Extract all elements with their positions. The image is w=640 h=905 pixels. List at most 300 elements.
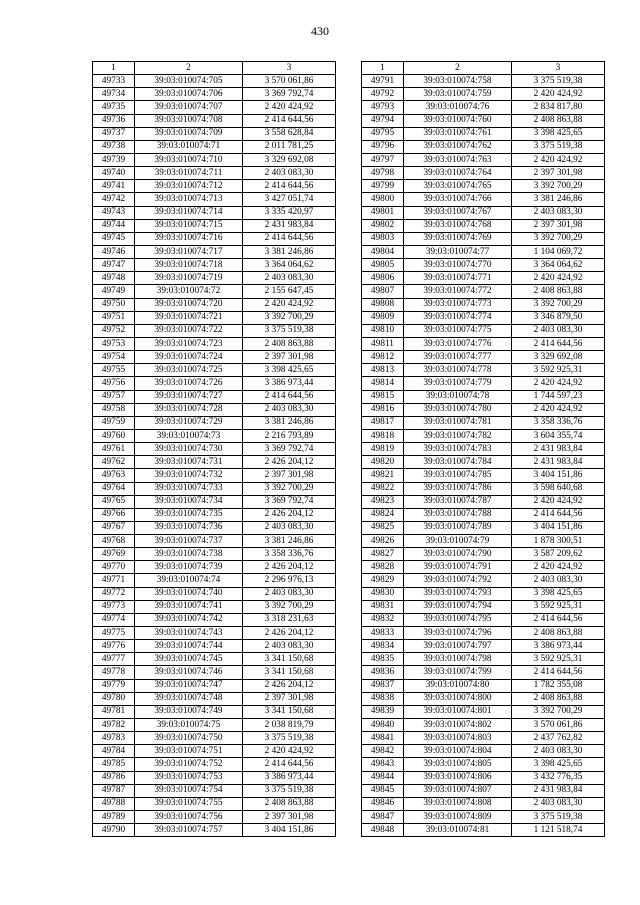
cell-number: 49803 bbox=[362, 232, 404, 245]
cell-number: 49789 bbox=[93, 811, 135, 824]
cell-value: 3 570 061,86 bbox=[243, 75, 336, 88]
table-row bbox=[93, 377, 336, 390]
table-row bbox=[362, 666, 605, 679]
table-row bbox=[362, 771, 605, 784]
cell-number: 49752 bbox=[93, 324, 135, 337]
cell-cadastral-number: 39:03:010074:728 bbox=[135, 403, 243, 416]
cell-number: 49826 bbox=[362, 535, 404, 548]
table-row bbox=[93, 311, 336, 324]
cell-value: 3 386 973,44 bbox=[243, 771, 336, 784]
cell-number: 49820 bbox=[362, 456, 404, 469]
cell-cadastral-number: 39:03:010074:745 bbox=[135, 653, 243, 666]
table-row bbox=[93, 745, 336, 758]
data-table-left bbox=[92, 61, 336, 837]
cell-cadastral-number: 39:03:010074:760 bbox=[404, 114, 512, 127]
cell-number: 49777 bbox=[93, 653, 135, 666]
table-row bbox=[362, 101, 605, 114]
table-row bbox=[362, 600, 605, 613]
table-row bbox=[93, 167, 336, 180]
cell-number: 49735 bbox=[93, 101, 135, 114]
cell-value: 2 420 424,92 bbox=[512, 377, 605, 390]
table-row bbox=[362, 429, 605, 442]
cell-cadastral-number: 39:03:010074:73 bbox=[135, 429, 243, 442]
table-row bbox=[362, 548, 605, 561]
cell-cadastral-number: 39:03:010074:708 bbox=[135, 114, 243, 127]
table-row bbox=[93, 324, 336, 337]
table-row bbox=[93, 364, 336, 377]
cell-value: 2 403 083,30 bbox=[512, 574, 605, 587]
cell-number: 49743 bbox=[93, 206, 135, 219]
cell-cadastral-number: 39:03:010074:769 bbox=[404, 232, 512, 245]
cell-cadastral-number: 39:03:010074:758 bbox=[404, 75, 512, 88]
cell-cadastral-number: 39:03:010074:712 bbox=[135, 180, 243, 193]
cell-number: 49751 bbox=[93, 311, 135, 324]
cell-value: 2 420 424,92 bbox=[512, 153, 605, 166]
cell-value: 3 358 336,76 bbox=[512, 416, 605, 429]
cell-value: 2 397 301,98 bbox=[243, 692, 336, 705]
cell-value: 3 398 425,65 bbox=[243, 364, 336, 377]
cell-cadastral-number: 39:03:010074:773 bbox=[404, 298, 512, 311]
table-row bbox=[362, 114, 605, 127]
cell-value: 3 398 425,65 bbox=[512, 758, 605, 771]
table-row bbox=[93, 206, 336, 219]
table-row bbox=[93, 219, 336, 232]
data-table-right bbox=[361, 61, 605, 837]
cell-cadastral-number: 39:03:010074:743 bbox=[135, 627, 243, 640]
cell-cadastral-number: 39:03:010074:727 bbox=[135, 390, 243, 403]
table-row bbox=[93, 535, 336, 548]
table-row bbox=[93, 88, 336, 101]
cell-number: 49840 bbox=[362, 719, 404, 732]
cell-number: 49755 bbox=[93, 364, 135, 377]
cell-value: 2 403 083,30 bbox=[243, 521, 336, 534]
cell-value: 3 392 700,29 bbox=[243, 311, 336, 324]
cell-cadastral-number: 39:03:010074:721 bbox=[135, 311, 243, 324]
cell-cadastral-number: 39:03:010074:778 bbox=[404, 364, 512, 377]
cell-number: 49738 bbox=[93, 140, 135, 153]
cell-number: 49810 bbox=[362, 324, 404, 337]
cell-number: 49783 bbox=[93, 732, 135, 745]
cell-value: 2 397 301,98 bbox=[243, 469, 336, 482]
cell-number: 49774 bbox=[93, 613, 135, 626]
cell-cadastral-number: 39:03:010074:751 bbox=[135, 745, 243, 758]
cell-cadastral-number: 39:03:010074:802 bbox=[404, 719, 512, 732]
cell-number: 49816 bbox=[362, 403, 404, 416]
cell-number: 49742 bbox=[93, 193, 135, 206]
cell-value: 2 414 644,56 bbox=[512, 666, 605, 679]
column-header-cadastral: 2 bbox=[404, 62, 512, 75]
cell-value: 2 403 083,30 bbox=[512, 206, 605, 219]
cell-number: 49848 bbox=[362, 824, 404, 837]
table-row bbox=[362, 193, 605, 206]
cell-number: 49835 bbox=[362, 653, 404, 666]
cell-number: 49806 bbox=[362, 272, 404, 285]
cell-cadastral-number: 39:03:010074:801 bbox=[404, 705, 512, 718]
table-row bbox=[93, 627, 336, 640]
table-row bbox=[93, 692, 336, 705]
cell-number: 49769 bbox=[93, 548, 135, 561]
cell-cadastral-number: 39:03:010074:775 bbox=[404, 324, 512, 337]
table-row bbox=[93, 508, 336, 521]
table-row bbox=[362, 758, 605, 771]
cell-cadastral-number: 39:03:010074:725 bbox=[135, 364, 243, 377]
table-row bbox=[93, 443, 336, 456]
cell-value: 3 369 792,74 bbox=[243, 88, 336, 101]
cell-number: 49847 bbox=[362, 811, 404, 824]
table-body-right bbox=[362, 75, 605, 837]
cell-cadastral-number: 39:03:010074:736 bbox=[135, 521, 243, 534]
cell-number: 49792 bbox=[362, 88, 404, 101]
cell-cadastral-number: 39:03:010074:768 bbox=[404, 219, 512, 232]
column-header-cadastral: 2 bbox=[135, 62, 243, 75]
cell-number: 49776 bbox=[93, 640, 135, 653]
cell-number: 49821 bbox=[362, 469, 404, 482]
cell-number: 49797 bbox=[362, 153, 404, 166]
table-row bbox=[93, 705, 336, 718]
cell-cadastral-number: 39:03:010074:750 bbox=[135, 732, 243, 745]
cell-number: 49796 bbox=[362, 140, 404, 153]
cell-value: 2 414 644,56 bbox=[243, 390, 336, 403]
cell-cadastral-number: 39:03:010074:723 bbox=[135, 337, 243, 350]
cell-value: 3 392 700,29 bbox=[512, 180, 605, 193]
cell-value: 3 346 879,50 bbox=[512, 311, 605, 324]
cell-value: 2 403 083,30 bbox=[512, 324, 605, 337]
cell-cadastral-number: 39:03:010074:809 bbox=[404, 811, 512, 824]
table-row bbox=[362, 587, 605, 600]
cell-number: 49736 bbox=[93, 114, 135, 127]
table-row bbox=[362, 574, 605, 587]
cell-number: 49740 bbox=[93, 167, 135, 180]
cell-cadastral-number: 39:03:010074:710 bbox=[135, 153, 243, 166]
cell-number: 49838 bbox=[362, 692, 404, 705]
cell-value: 2 403 083,30 bbox=[243, 272, 336, 285]
cell-value: 2 431 983,84 bbox=[512, 784, 605, 797]
cell-cadastral-number: 39:03:010074:799 bbox=[404, 666, 512, 679]
table-row bbox=[93, 390, 336, 403]
cell-value: 1 104 069,72 bbox=[512, 245, 605, 258]
table-row bbox=[362, 75, 605, 88]
cell-value: 3 341 150,68 bbox=[243, 653, 336, 666]
table-row bbox=[362, 535, 605, 548]
cell-cadastral-number: 39:03:010074:755 bbox=[135, 797, 243, 810]
cell-value: 3 329 692,08 bbox=[512, 351, 605, 364]
cell-cadastral-number: 39:03:010074:797 bbox=[404, 640, 512, 653]
table-row bbox=[93, 613, 336, 626]
cell-value: 2 408 863,88 bbox=[512, 627, 605, 640]
cell-cadastral-number: 39:03:010074:705 bbox=[135, 75, 243, 88]
table-row bbox=[362, 521, 605, 534]
cell-value: 3 364 064,62 bbox=[512, 259, 605, 272]
table-row bbox=[93, 521, 336, 534]
cell-value: 3 570 061,86 bbox=[512, 719, 605, 732]
cell-number: 49828 bbox=[362, 561, 404, 574]
cell-value: 3 381 246,86 bbox=[243, 535, 336, 548]
cell-number: 49823 bbox=[362, 495, 404, 508]
cell-number: 49809 bbox=[362, 311, 404, 324]
cell-cadastral-number: 39:03:010074:76 bbox=[404, 101, 512, 114]
cell-value: 3 341 150,68 bbox=[243, 666, 336, 679]
table-row bbox=[362, 653, 605, 666]
cell-value: 2 426 204,12 bbox=[243, 508, 336, 521]
table-row bbox=[93, 469, 336, 482]
table-row bbox=[362, 824, 605, 837]
table-row bbox=[93, 127, 336, 140]
cell-value: 3 375 519,38 bbox=[512, 811, 605, 824]
cell-value: 3 592 925,31 bbox=[512, 600, 605, 613]
cell-value: 2 403 083,30 bbox=[243, 167, 336, 180]
cell-cadastral-number: 39:03:010074:715 bbox=[135, 219, 243, 232]
cell-value: 3 427 051,74 bbox=[243, 193, 336, 206]
cell-cadastral-number: 39:03:010074:772 bbox=[404, 285, 512, 298]
cell-number: 49746 bbox=[93, 245, 135, 258]
cell-value: 2 408 863,88 bbox=[512, 114, 605, 127]
cell-number: 49791 bbox=[362, 75, 404, 88]
cell-value: 3 592 925,31 bbox=[512, 364, 605, 377]
table-row bbox=[362, 259, 605, 272]
table-row bbox=[93, 456, 336, 469]
cell-number: 49733 bbox=[93, 75, 135, 88]
cell-cadastral-number: 39:03:010074:77 bbox=[404, 245, 512, 258]
cell-number: 49808 bbox=[362, 298, 404, 311]
cell-cadastral-number: 39:03:010074:709 bbox=[135, 127, 243, 140]
cell-cadastral-number: 39:03:010074:757 bbox=[135, 824, 243, 837]
cell-value: 2 397 301,98 bbox=[512, 219, 605, 232]
table-row bbox=[362, 561, 605, 574]
table-row bbox=[362, 692, 605, 705]
cell-value: 2 431 983,84 bbox=[243, 219, 336, 232]
table-row bbox=[362, 232, 605, 245]
table-row bbox=[93, 245, 336, 258]
table-row bbox=[362, 377, 605, 390]
cell-cadastral-number: 39:03:010074:749 bbox=[135, 705, 243, 718]
cell-value: 3 398 425,65 bbox=[512, 127, 605, 140]
table-row bbox=[362, 495, 605, 508]
cell-cadastral-number: 39:03:010074:747 bbox=[135, 679, 243, 692]
cell-cadastral-number: 39:03:010074:718 bbox=[135, 259, 243, 272]
cell-cadastral-number: 39:03:010074:752 bbox=[135, 758, 243, 771]
table-row bbox=[362, 443, 605, 456]
cell-number: 49786 bbox=[93, 771, 135, 784]
cell-cadastral-number: 39:03:010074:731 bbox=[135, 456, 243, 469]
cell-cadastral-number: 39:03:010074:713 bbox=[135, 193, 243, 206]
table-row bbox=[93, 666, 336, 679]
cell-cadastral-number: 39:03:010074:733 bbox=[135, 482, 243, 495]
table-row bbox=[362, 613, 605, 626]
cell-value: 2 426 204,12 bbox=[243, 456, 336, 469]
cell-value: 2 296 976,13 bbox=[243, 574, 336, 587]
cell-number: 49757 bbox=[93, 390, 135, 403]
cell-value: 3 398 425,65 bbox=[512, 587, 605, 600]
cell-number: 49741 bbox=[93, 180, 135, 193]
table-row bbox=[362, 285, 605, 298]
cell-number: 49754 bbox=[93, 351, 135, 364]
cell-value: 2 403 083,30 bbox=[512, 745, 605, 758]
table-row bbox=[362, 167, 605, 180]
table-row bbox=[93, 784, 336, 797]
cell-number: 49765 bbox=[93, 495, 135, 508]
column-header-value: 3 bbox=[243, 62, 336, 75]
cell-value: 1 878 300,51 bbox=[512, 535, 605, 548]
cell-value: 2 403 083,30 bbox=[243, 587, 336, 600]
table-row bbox=[362, 390, 605, 403]
cell-cadastral-number: 39:03:010074:786 bbox=[404, 482, 512, 495]
table-row bbox=[362, 206, 605, 219]
cell-value: 2 420 424,92 bbox=[512, 88, 605, 101]
cell-value: 3 432 776,35 bbox=[512, 771, 605, 784]
table-row bbox=[362, 456, 605, 469]
table-row bbox=[93, 679, 336, 692]
cell-number: 49748 bbox=[93, 272, 135, 285]
cell-cadastral-number: 39:03:010074:765 bbox=[404, 180, 512, 193]
table-row bbox=[362, 324, 605, 337]
cell-cadastral-number: 39:03:010074:739 bbox=[135, 561, 243, 574]
table-row bbox=[362, 469, 605, 482]
cell-cadastral-number: 39:03:010074:792 bbox=[404, 574, 512, 587]
cell-value: 2 403 083,30 bbox=[243, 640, 336, 653]
table-row bbox=[362, 719, 605, 732]
cell-value: 2 414 644,56 bbox=[512, 613, 605, 626]
table-row bbox=[93, 811, 336, 824]
cell-number: 49793 bbox=[362, 101, 404, 114]
table-row bbox=[93, 337, 336, 350]
cell-cadastral-number: 39:03:010074:730 bbox=[135, 443, 243, 456]
table-row bbox=[93, 574, 336, 587]
cell-number: 49756 bbox=[93, 377, 135, 390]
cell-cadastral-number: 39:03:010074:746 bbox=[135, 666, 243, 679]
cell-cadastral-number: 39:03:010074:756 bbox=[135, 811, 243, 824]
table-row bbox=[93, 719, 336, 732]
cell-number: 49814 bbox=[362, 377, 404, 390]
cell-value: 2 414 644,56 bbox=[243, 758, 336, 771]
cell-number: 49841 bbox=[362, 732, 404, 745]
cell-value: 2 420 424,92 bbox=[512, 272, 605, 285]
table-row bbox=[93, 495, 336, 508]
cell-value: 3 386 973,44 bbox=[243, 377, 336, 390]
cell-number: 49745 bbox=[93, 232, 135, 245]
cell-number: 49844 bbox=[362, 771, 404, 784]
cell-number: 49800 bbox=[362, 193, 404, 206]
cell-number: 49739 bbox=[93, 153, 135, 166]
cell-value: 2 420 424,92 bbox=[243, 745, 336, 758]
cell-cadastral-number: 39:03:010074:789 bbox=[404, 521, 512, 534]
cell-cadastral-number: 39:03:010074:795 bbox=[404, 613, 512, 626]
cell-value: 2 408 863,88 bbox=[243, 337, 336, 350]
cell-value: 2 414 644,56 bbox=[243, 232, 336, 245]
cell-number: 49775 bbox=[93, 627, 135, 640]
cell-cadastral-number: 39:03:010074:794 bbox=[404, 600, 512, 613]
cell-cadastral-number: 39:03:010074:788 bbox=[404, 508, 512, 521]
cell-cadastral-number: 39:03:010074:720 bbox=[135, 298, 243, 311]
cell-number: 49772 bbox=[93, 587, 135, 600]
cell-number: 49812 bbox=[362, 351, 404, 364]
table-row bbox=[362, 482, 605, 495]
cell-cadastral-number: 39:03:010074:764 bbox=[404, 167, 512, 180]
table-row bbox=[93, 640, 336, 653]
cell-number: 49804 bbox=[362, 245, 404, 258]
cell-number: 49807 bbox=[362, 285, 404, 298]
table-row bbox=[93, 548, 336, 561]
cell-cadastral-number: 39:03:010074:729 bbox=[135, 416, 243, 429]
cell-cadastral-number: 39:03:010074:724 bbox=[135, 351, 243, 364]
cell-number: 49761 bbox=[93, 443, 135, 456]
cell-cadastral-number: 39:03:010074:74 bbox=[135, 574, 243, 587]
cell-cadastral-number: 39:03:010074:807 bbox=[404, 784, 512, 797]
cell-number: 49833 bbox=[362, 627, 404, 640]
cell-value: 1 782 355,08 bbox=[512, 679, 605, 692]
cell-cadastral-number: 39:03:010074:793 bbox=[404, 587, 512, 600]
cell-value: 1 121 518,74 bbox=[512, 824, 605, 837]
cell-cadastral-number: 39:03:010074:759 bbox=[404, 88, 512, 101]
cell-value: 3 392 700,29 bbox=[512, 298, 605, 311]
cell-cadastral-number: 39:03:010074:777 bbox=[404, 351, 512, 364]
cell-value: 2 431 983,84 bbox=[512, 456, 605, 469]
cell-value: 2 426 204,12 bbox=[243, 627, 336, 640]
cell-cadastral-number: 39:03:010074:784 bbox=[404, 456, 512, 469]
cell-number: 49734 bbox=[93, 88, 135, 101]
cell-cadastral-number: 39:03:010074:726 bbox=[135, 377, 243, 390]
cell-value: 3 604 355,74 bbox=[512, 429, 605, 442]
table-row bbox=[362, 797, 605, 810]
cell-number: 49787 bbox=[93, 784, 135, 797]
table-row bbox=[362, 705, 605, 718]
cell-cadastral-number: 39:03:010074:787 bbox=[404, 495, 512, 508]
table-header-row bbox=[93, 62, 336, 75]
cell-value: 2 426 204,12 bbox=[243, 679, 336, 692]
cell-number: 49760 bbox=[93, 429, 135, 442]
table-row bbox=[93, 587, 336, 600]
cell-cadastral-number: 39:03:010074:717 bbox=[135, 245, 243, 258]
cell-number: 49753 bbox=[93, 337, 135, 350]
table-row bbox=[93, 758, 336, 771]
cell-number: 49811 bbox=[362, 337, 404, 350]
table-row bbox=[362, 811, 605, 824]
cell-value: 2 420 424,92 bbox=[512, 495, 605, 508]
cell-number: 49778 bbox=[93, 666, 135, 679]
table-row bbox=[362, 272, 605, 285]
cell-number: 49770 bbox=[93, 561, 135, 574]
cell-cadastral-number: 39:03:010074:711 bbox=[135, 167, 243, 180]
cell-cadastral-number: 39:03:010074:79 bbox=[404, 535, 512, 548]
cell-number: 49805 bbox=[362, 259, 404, 272]
cell-number: 49798 bbox=[362, 167, 404, 180]
cell-cadastral-number: 39:03:010074:762 bbox=[404, 140, 512, 153]
table-row bbox=[93, 403, 336, 416]
cell-number: 49737 bbox=[93, 127, 135, 140]
cell-cadastral-number: 39:03:010074:72 bbox=[135, 285, 243, 298]
table-row bbox=[362, 311, 605, 324]
table-row bbox=[362, 416, 605, 429]
table-header-row bbox=[362, 62, 605, 75]
cell-number: 49845 bbox=[362, 784, 404, 797]
cell-number: 49763 bbox=[93, 469, 135, 482]
cell-value: 3 587 209,62 bbox=[512, 548, 605, 561]
cell-cadastral-number: 39:03:010074:714 bbox=[135, 206, 243, 219]
cell-cadastral-number: 39:03:010074:748 bbox=[135, 692, 243, 705]
cell-value: 2 420 424,92 bbox=[243, 101, 336, 114]
cell-number: 49759 bbox=[93, 416, 135, 429]
table-row bbox=[93, 285, 336, 298]
page-number: 430 bbox=[311, 24, 329, 38]
cell-number: 49785 bbox=[93, 758, 135, 771]
cell-number: 49801 bbox=[362, 206, 404, 219]
cell-number: 49818 bbox=[362, 429, 404, 442]
cell-cadastral-number: 39:03:010074:80 bbox=[404, 679, 512, 692]
cell-value: 3 369 792,74 bbox=[243, 443, 336, 456]
cell-number: 49749 bbox=[93, 285, 135, 298]
table-row bbox=[93, 482, 336, 495]
cell-cadastral-number: 39:03:010074:800 bbox=[404, 692, 512, 705]
cell-number: 49744 bbox=[93, 219, 135, 232]
